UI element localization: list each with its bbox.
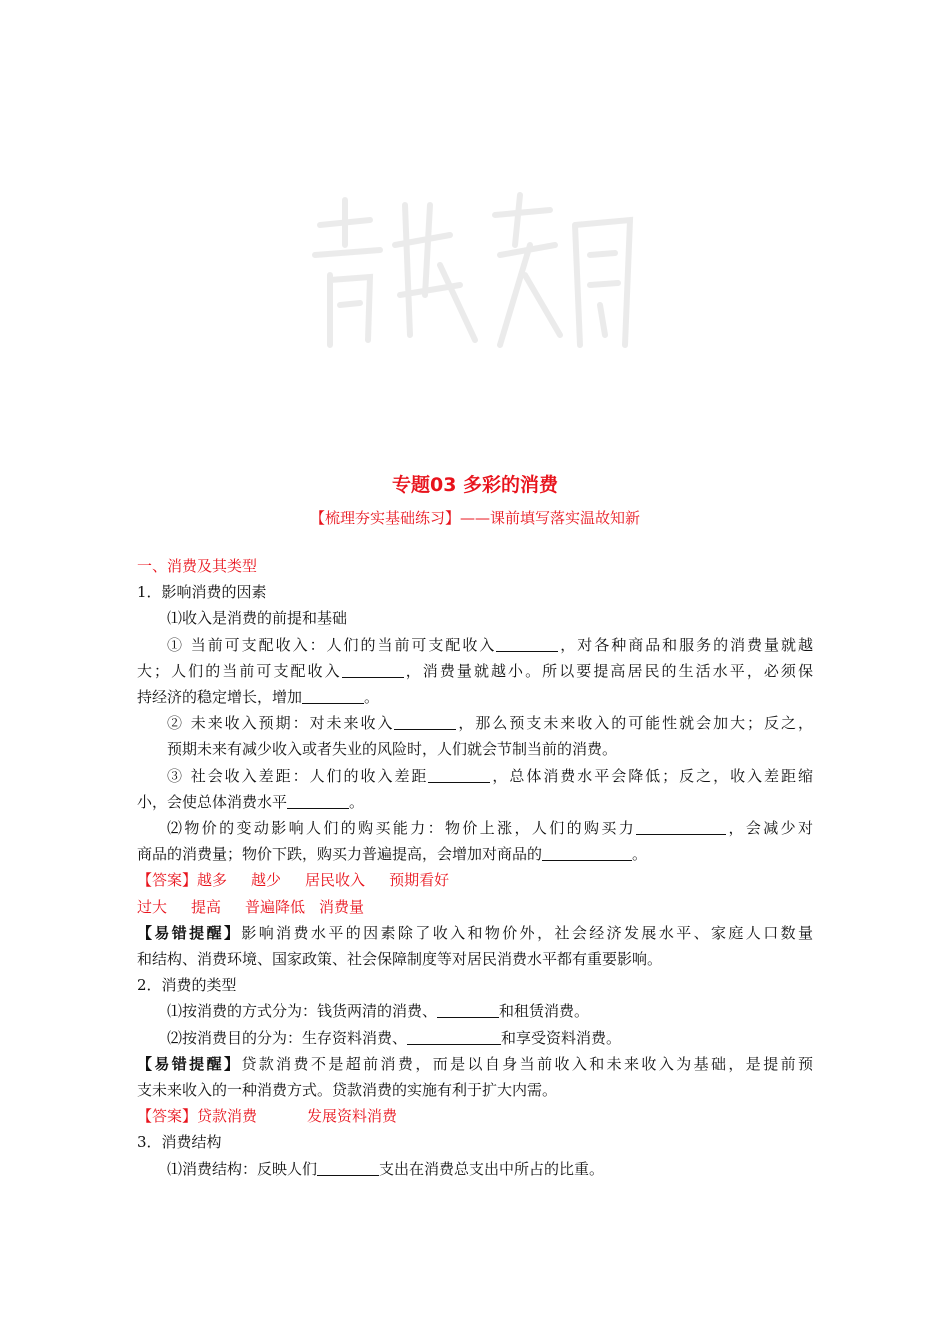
fill-blank[interactable] <box>542 845 632 861</box>
item1-p2-line2: 预期未来有减少收入或者失业的风险时，人们就会节制当前的消费。 <box>167 740 618 759</box>
fill-blank[interactable] <box>636 819 726 835</box>
item1-sub2-line1: ⑵物价的变动影响人们的购买能力：物价上涨，人们的购买力 ，会减少对 <box>167 819 813 838</box>
item1-sub1: ⑴收入是消费的前提和基础 <box>167 609 348 628</box>
item1-answers-line1: 【答案】越多 越少 居民收入 预期看好 <box>137 871 450 890</box>
item2-tip-line2: 支未来收入的一种消费方式。贷款消费的实施有利于扩大内需。 <box>137 1081 558 1100</box>
fill-blank[interactable] <box>302 688 364 704</box>
item1-p2-line1: ② 未来收入预期：对未来收入 ，那么预支未来收入的可能性就会加大；反之， <box>167 714 813 733</box>
fill-blank[interactable] <box>394 714 456 730</box>
item2-sub2: ⑵按消费目的分为：生存资料消费、 和享受资料消费。 <box>167 1028 622 1047</box>
item1-p1-line1: ① 当前可支配收入：人们的当前可支配收入 ，对各种商品和服务的消费量就越 <box>167 635 813 654</box>
item2-answers: 【答案】贷款消费 发展资料消费 <box>137 1107 398 1126</box>
item1-answers-line2: 过大 提高 普遍降低 消费量 <box>137 897 365 916</box>
item2-label: 2．消费的类型 <box>137 976 237 995</box>
item2-tip-line1: 【易错提醒】贷款消费不是超前消费，而是以自身当前收入和未来收入为基础，是提前预 <box>137 1054 813 1073</box>
fill-blank[interactable] <box>407 1029 501 1045</box>
fill-blank[interactable] <box>496 636 558 652</box>
fill-blank[interactable] <box>342 662 404 678</box>
item1-tip-line2: 和结构、消费环境、国家政策、社会保障制度等对居民消费水平都有重要影响。 <box>137 950 663 969</box>
fill-blank[interactable] <box>437 1002 499 1018</box>
document-body <box>137 553 813 1182</box>
item1-p3-line1: ③ 社会收入差距：人们的收入差距 ，总体消费水平会降低；反之，收入差距缩 <box>167 766 813 785</box>
item1-p1-line3: 持经济的稳定增长，增加 。 <box>137 688 380 707</box>
page-title: 专题03 多彩的消费 <box>391 474 559 496</box>
item1-p3-line2: 小，会使总体消费水平 。 <box>137 792 365 811</box>
item3-sub1: ⑴消费结构：反映人们 支出在消费总支出中所占的比重。 <box>167 1159 605 1178</box>
fill-blank[interactable] <box>317 1160 379 1176</box>
watermark-logo <box>300 185 650 360</box>
item2-sub1: ⑴按消费的方式分为：钱货两清的消费、 和租赁消费。 <box>167 1002 590 1021</box>
item1-tip-line1: 【易错提醒】影响消费水平的因素除了收入和物价外，社会经济发展水平、家庭人口数量 <box>137 923 813 942</box>
item1-label: 1．影响消费的因素 <box>137 583 267 602</box>
fill-blank[interactable] <box>287 793 349 809</box>
fill-blank[interactable] <box>428 767 490 783</box>
page-subtitle: 【梳理夯实基础练习】——课前填写落实温故知新 <box>309 509 640 527</box>
item1-sub2-line2: 商品的消费量；物价下跌，购买力普遍提高，会增加对商品的 。 <box>137 845 648 864</box>
item3-label: 3．消费结构 <box>137 1133 222 1152</box>
section-heading: 一、消费及其类型 <box>137 557 258 575</box>
item1-p1-line2: 大；人们的当前可支配收入 ，消费量就越小。所以要提高居民的生活水平，必须保 <box>137 661 813 680</box>
